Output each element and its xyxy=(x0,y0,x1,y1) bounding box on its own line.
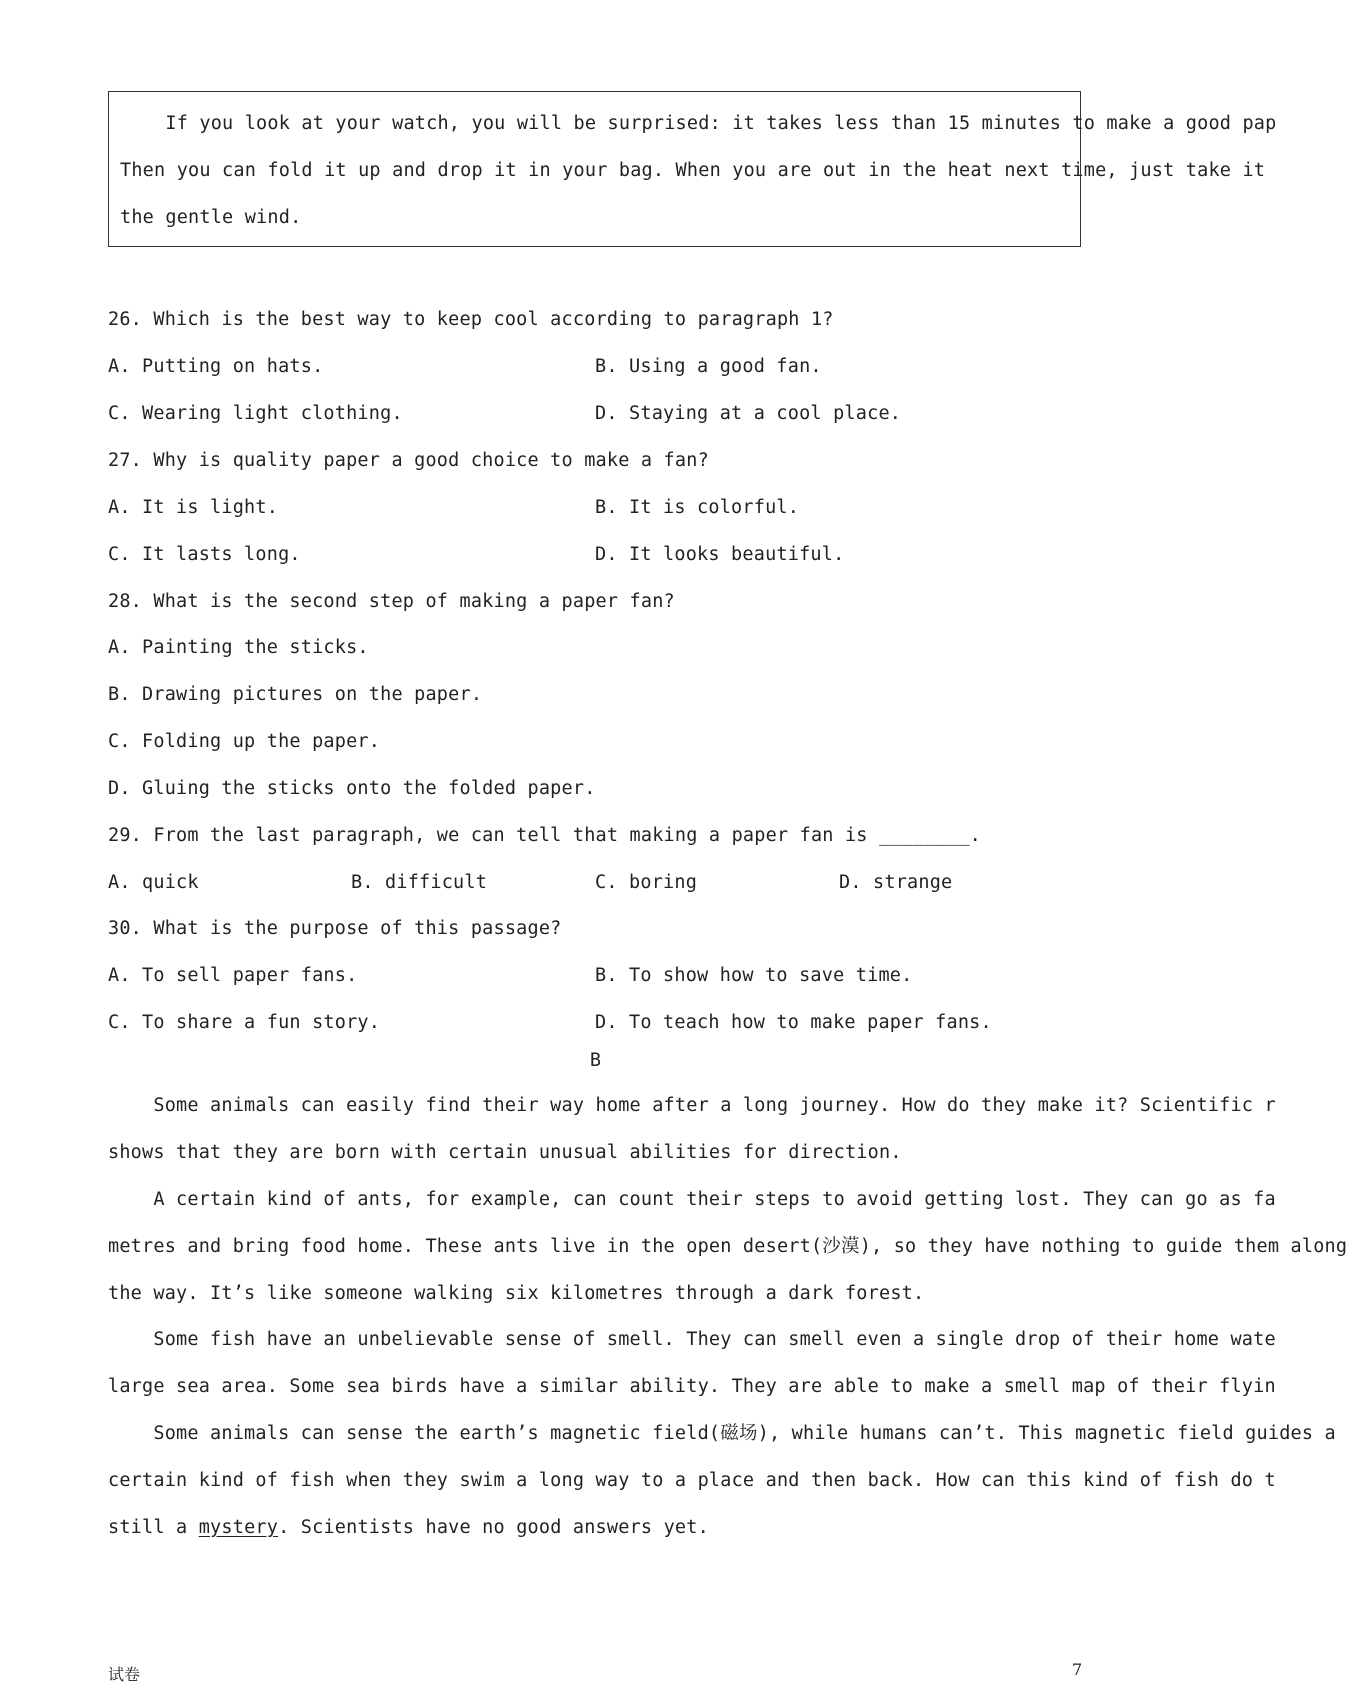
passage-line-last xyxy=(108,1516,709,1540)
passage-line: metres and bring food home. These ants live in the open desert(沙漠), so they have nothing to guide them along xyxy=(108,1236,1347,1257)
option-a: A. To sell paper fans. xyxy=(108,965,358,986)
passage-line: certain kind of fish when they swim a long way to a place and then back. How can this kind of fish do t xyxy=(108,1470,1276,1491)
passage-text: still a xyxy=(108,1517,199,1538)
question-stem: 28. What is the second step of making a paper fan? xyxy=(108,591,675,612)
option-b: B. Using a good fan. xyxy=(595,356,822,377)
passage-line: Some animals can sense the earth’s magnetic field(磁场), while humans can’t. This magnetic field guides a xyxy=(108,1423,1336,1444)
passage-line: Some animals can easily find their way home after a long journey. How do they make it? Scientific r xyxy=(108,1095,1276,1116)
question-stem: 30. What is the purpose of this passage? xyxy=(108,918,562,939)
option-b: B. difficult xyxy=(351,872,488,893)
passage-box-line: If you look at your watch, you will be surprised: it takes less than 15 minutes to make a good pap xyxy=(120,113,1277,134)
option-d: D. strange xyxy=(839,872,953,893)
passage-box-line: the gentle wind. xyxy=(120,207,302,228)
option-a: A. It is light. xyxy=(108,497,279,518)
section-heading: B xyxy=(589,1050,602,1071)
option-b: B. To show how to save time. xyxy=(595,965,913,986)
passage-line: large sea area. Some sea birds have a similar ability. They are able to make a smell map of their flyin xyxy=(108,1376,1276,1397)
passage-box-line: Then you can fold it up and drop it in your bag. When you are out in the heat next time, just take it xyxy=(120,160,1266,181)
option-c: C. boring xyxy=(595,872,698,893)
passage-line: the way. It’s like someone walking six kilometres through a dark forest. xyxy=(108,1283,925,1304)
option-c: C. Wearing light clothing. xyxy=(108,403,403,424)
question-stem: 26. Which is the best way to keep cool according to paragraph 1? xyxy=(108,309,834,330)
option-b: B. It is colorful. xyxy=(595,497,800,518)
question-stem: 29. From the last paragraph, we can tell that making a paper fan is ________. xyxy=(108,825,982,846)
page-number: 7 xyxy=(1072,1660,1083,1679)
option-b: B. Drawing pictures on the paper. xyxy=(108,684,483,705)
option-c: C. To share a fun story. xyxy=(108,1012,381,1033)
option-d: D. Staying at a cool place. xyxy=(595,403,902,424)
footer-label: 试卷 xyxy=(108,1665,141,1684)
option-a: A. quick xyxy=(108,872,199,893)
passage-line: A certain kind of ants, for example, can count their steps to avoid getting lost. They can go as fa xyxy=(108,1189,1276,1210)
option-d: D. To teach how to make paper fans. xyxy=(595,1012,992,1033)
option-c: C. Folding up the paper. xyxy=(108,731,381,752)
passage-line: shows that they are born with certain unusual abilities for direction. xyxy=(108,1142,902,1163)
question-stem: 27. Why is quality paper a good choice to make a fan? xyxy=(108,450,709,471)
passage-line: Some fish have an unbelievable sense of smell. They can smell even a single drop of their home wate xyxy=(108,1329,1276,1350)
passage-text: . Scientists have no good answers yet. xyxy=(278,1517,709,1538)
underlined-word: mystery xyxy=(198,1517,279,1538)
option-d: D. Gluing the sticks onto the folded paper. xyxy=(108,778,596,799)
option-a: A. Painting the sticks. xyxy=(108,637,369,658)
option-c: C. It lasts long. xyxy=(108,544,301,565)
option-d: D. It looks beautiful. xyxy=(595,544,845,565)
option-a: A. Putting on hats. xyxy=(108,356,324,377)
